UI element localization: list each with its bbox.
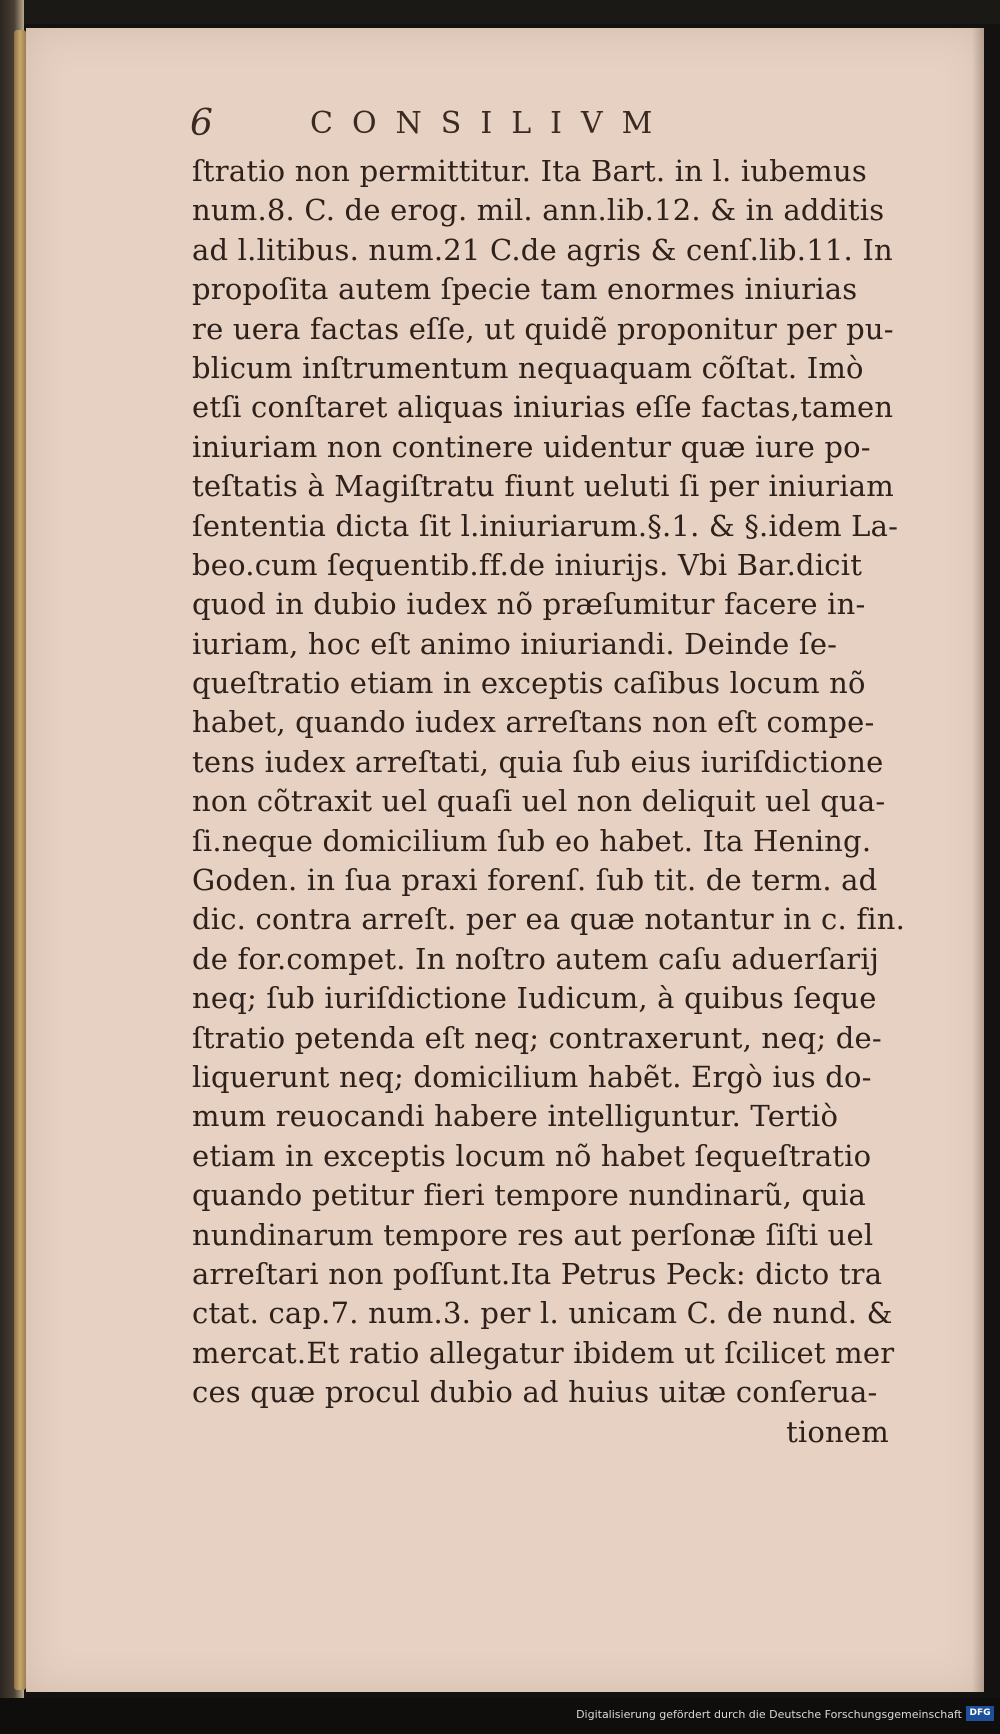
text-line: ſtratio non permittitur. Ita Bart. in l. iubemus — [192, 154, 867, 188]
text-line: mum reuocandi habere intelliguntur. Tertiò — [192, 1099, 839, 1134]
dfg-logo-icon: DFG — [966, 1706, 994, 1721]
text-line: liquerunt neq; domicilium habẽt. Ergò ius do- — [192, 1059, 872, 1094]
text-line: non cõtraxit uel quaſi uel non deliquit uel qua- — [192, 784, 886, 819]
text-line: ſi.neque domicilium ſub eo habet. Ita Hening. — [192, 823, 872, 858]
text-line: dic. contra arreſt. per ea quæ notantur in c. fin. — [192, 902, 906, 937]
scan-top-border — [0, 0, 1000, 24]
funding-credit: Digitalisierung gefördert durch die Deutsche Forschungsgemeinschaft — [576, 1708, 962, 1721]
text-line: queſtratio etiam in exceptis caſibus locum nõ — [192, 666, 866, 701]
text-line: mercat.Et ratio allegatur ibidem ut ſcilicet mer — [192, 1335, 895, 1370]
text-line: ad l.litibus. num.21 C.de agris & cenſ.lib.11. In — [192, 232, 893, 267]
running-head-title: CONSILIVM — [310, 106, 672, 141]
text-line: beo.cum ſequentib.ff.de iniurijs. Vbi Bar.dicit — [192, 547, 863, 582]
text-line: teſtatis à Magiſtratu fiunt ueluti ſi per iniuriam — [192, 469, 894, 504]
page-number: 6 — [190, 103, 213, 144]
text-line: propoſita autem ſpecie tam enormes iniurias — [192, 272, 858, 307]
text-line: num.8. C. de erog. mil. ann.lib.12. & in additis — [192, 193, 885, 228]
text-line: ctat. cap.7. num.3. per l. unicam C. de nund. & — [192, 1296, 893, 1331]
text-line: arreſtari non poſſunt.Ita Petrus Peck: dicto tra — [192, 1256, 883, 1291]
text-line: quod in dubio iudex nõ præſumitur facere in- — [192, 587, 866, 622]
digitization-footer — [0, 1698, 1000, 1734]
text-line: habet, quando iudex arreſtans non eſt compe- — [192, 705, 875, 740]
text-line: iuriam, hoc eſt animo iniuriandi. Deinde ſe- — [192, 626, 838, 661]
text-line: ces quæ procul dubio ad huius uitæ conſerua- — [192, 1375, 878, 1410]
text-line: blicum inſtrumentum nequaquam cõſtat. Imò — [192, 350, 864, 385]
running-head — [190, 100, 770, 148]
text-line: etiam in exceptis locum nõ habet ſequeſtratio — [192, 1138, 872, 1173]
text-line: Goden. in ſua praxi forenſ. ſub tit. de term. ad — [192, 863, 878, 898]
page-edge-shadow — [972, 28, 984, 1692]
text-line: ſententia dicta ſit l.iniuriarum.§.1. & §.idem La- — [192, 508, 899, 543]
text-line: quando petitur fieri tempore nundinarũ, quia — [192, 1178, 867, 1213]
body-text — [192, 152, 907, 1452]
book-binding-edge — [14, 30, 26, 1690]
catchword: tionem — [786, 1414, 889, 1449]
text-line: tens iudex arreſtati, quia ſub eius iuriſdictione — [192, 744, 884, 779]
text-line: neq; ſub iuriſdictione Iudicum, à quibus ſeque — [192, 981, 877, 1016]
text-line: ſtratio petenda eſt neq; contraxerunt, neq; de- — [192, 1020, 882, 1055]
text-line: re uera factas eſſe, ut quidẽ proponitur per pu- — [192, 311, 894, 346]
text-line: de for.compet. In noſtro autem caſu aduerſarij — [192, 941, 880, 976]
text-line: iniuriam non continere uidentur quæ iure po- — [192, 429, 871, 464]
text-line: etſi conſtaret aliquas iniurias eſſe factas,tamen — [192, 390, 894, 425]
text-line: nundinarum tempore res aut perſonæ ſiſti uel — [192, 1217, 874, 1252]
